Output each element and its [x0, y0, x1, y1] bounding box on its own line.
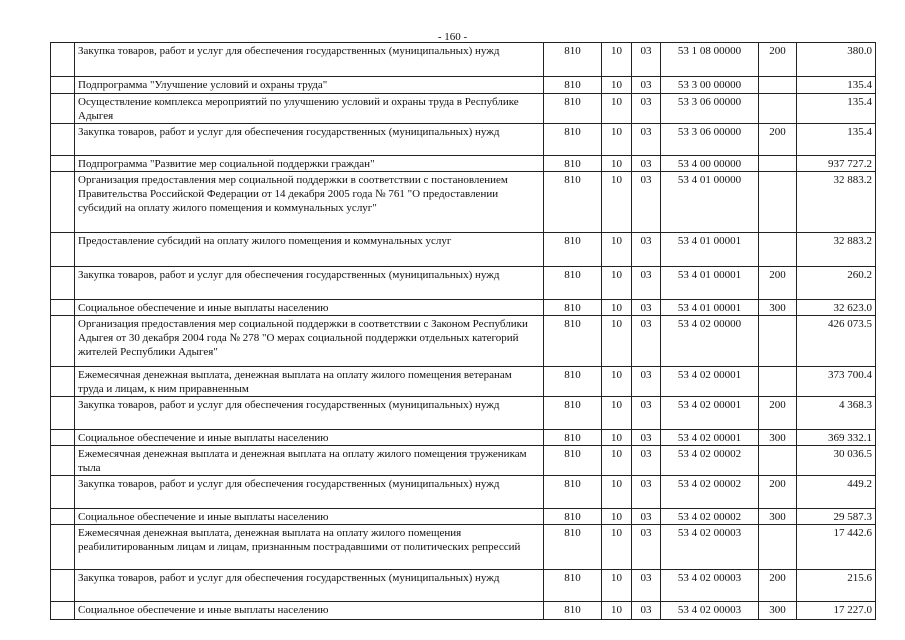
target-article-cell: 53 4 02 00003	[661, 570, 759, 602]
amount-cell: 937 727.2	[797, 156, 876, 172]
expense-type-cell: 200	[759, 267, 797, 300]
subsection-code-cell: 03	[632, 397, 661, 430]
page-number: - 160 -	[437, 31, 468, 43]
amount-cell: 215.6	[797, 570, 876, 602]
item-name-cell: Социальное обеспечение и иные выплаты населению	[75, 602, 544, 620]
row-blank-cell	[51, 602, 75, 620]
ministry-code-cell: 810	[544, 509, 602, 525]
table-row	[51, 267, 876, 300]
subsection-code-cell: 03	[632, 267, 661, 300]
amount-cell: 426 073.5	[797, 316, 876, 367]
expense-type-cell: 200	[759, 570, 797, 602]
target-article-cell: 53 4 02 00003	[661, 602, 759, 620]
table-row	[51, 233, 876, 267]
ministry-code-cell: 810	[544, 316, 602, 367]
target-article-cell: 53 4 00 00000	[661, 156, 759, 172]
table-row	[51, 156, 876, 172]
section-code-cell: 10	[602, 94, 632, 124]
subsection-code-cell: 03	[632, 476, 661, 509]
section-code-cell: 10	[602, 430, 632, 446]
section-code-cell: 10	[602, 367, 632, 397]
amount-cell: 369 332.1	[797, 430, 876, 446]
expense-type-cell	[759, 446, 797, 476]
target-article-cell: 53 4 01 00000	[661, 172, 759, 233]
amount-cell: 135.4	[797, 124, 876, 156]
expense-type-cell: 200	[759, 43, 797, 77]
item-name-cell: Закупка товаров, работ и услуг для обеспечения государственных (муниципальных) нужд	[75, 397, 544, 430]
target-article-cell: 53 4 02 00003	[661, 525, 759, 570]
budget-table	[50, 42, 876, 620]
amount-cell: 32 883.2	[797, 233, 876, 267]
ministry-code-cell: 810	[544, 156, 602, 172]
section-code-cell: 10	[602, 509, 632, 525]
section-code-cell: 10	[602, 316, 632, 367]
subsection-code-cell: 03	[632, 77, 661, 94]
target-article-cell: 53 3 06 00000	[661, 124, 759, 156]
row-blank-cell	[51, 124, 75, 156]
section-code-cell: 10	[602, 446, 632, 476]
section-code-cell: 10	[602, 267, 632, 300]
ministry-code-cell: 810	[544, 446, 602, 476]
table-row	[51, 124, 876, 156]
subsection-code-cell: 03	[632, 300, 661, 316]
row-blank-cell	[51, 43, 75, 77]
subsection-code-cell: 03	[632, 124, 661, 156]
subsection-code-cell: 03	[632, 316, 661, 367]
amount-cell: 260.2	[797, 267, 876, 300]
target-article-cell: 53 4 02 00002	[661, 476, 759, 509]
row-blank-cell	[51, 367, 75, 397]
section-code-cell: 10	[602, 602, 632, 620]
ministry-code-cell: 810	[544, 367, 602, 397]
amount-cell: 17 442.6	[797, 525, 876, 570]
section-code-cell: 10	[602, 77, 632, 94]
item-name-cell: Подпрограмма "Улучшение условий и охраны труда"	[75, 77, 544, 94]
section-code-cell: 10	[602, 43, 632, 77]
item-name-cell: Осуществление комплекса мероприятий по улучшению условий и охраны труда в Республике Адыгея	[75, 94, 544, 124]
amount-cell: 449.2	[797, 476, 876, 509]
expense-type-cell: 200	[759, 397, 797, 430]
amount-cell: 32 623.0	[797, 300, 876, 316]
row-blank-cell	[51, 156, 75, 172]
amount-cell: 32 883.2	[797, 172, 876, 233]
target-article-cell: 53 4 02 00002	[661, 509, 759, 525]
table-row	[51, 316, 876, 367]
target-article-cell: 53 4 02 00002	[661, 446, 759, 476]
row-blank-cell	[51, 397, 75, 430]
target-article-cell: 53 4 02 00001	[661, 430, 759, 446]
subsection-code-cell: 03	[632, 570, 661, 602]
ministry-code-cell: 810	[544, 94, 602, 124]
subsection-code-cell: 03	[632, 509, 661, 525]
item-name-cell: Ежемесячная денежная выплата и денежная выплата на оплату жилого помещения труженикам тыла	[75, 446, 544, 476]
ministry-code-cell: 810	[544, 172, 602, 233]
ministry-code-cell: 810	[544, 267, 602, 300]
row-blank-cell	[51, 509, 75, 525]
item-name-cell: Закупка товаров, работ и услуг для обеспечения государственных (муниципальных) нужд	[75, 476, 544, 509]
row-blank-cell	[51, 77, 75, 94]
item-name-cell: Ежемесячная денежная выплата, денежная выплата на оплату жилого помещения реабилитированным лицам и лицам, признанным пострадавшими от политических репрессий	[75, 525, 544, 570]
row-blank-cell	[51, 316, 75, 367]
section-code-cell: 10	[602, 476, 632, 509]
row-blank-cell	[51, 300, 75, 316]
table-row	[51, 430, 876, 446]
item-name-cell: Подпрограмма "Развитие мер социальной поддержки граждан"	[75, 156, 544, 172]
table-row	[51, 525, 876, 570]
subsection-code-cell: 03	[632, 367, 661, 397]
ministry-code-cell: 810	[544, 602, 602, 620]
ministry-code-cell: 810	[544, 233, 602, 267]
amount-cell: 17 227.0	[797, 602, 876, 620]
ministry-code-cell: 810	[544, 77, 602, 94]
section-code-cell: 10	[602, 124, 632, 156]
subsection-code-cell: 03	[632, 233, 661, 267]
row-blank-cell	[51, 525, 75, 570]
expense-type-cell	[759, 94, 797, 124]
amount-cell: 135.4	[797, 77, 876, 94]
item-name-cell: Организация предоставления мер социальной поддержки в соответствии с постановлением Правительства Российской Федерации от 14 декабря 2005 года № 761 "О предоставлении субсидий на оплату жилого помещения и коммунальных услуг"	[75, 172, 544, 233]
item-name-cell: Предоставление субсидий на оплату жилого помещения и коммунальных услуг	[75, 233, 544, 267]
table-row	[51, 77, 876, 94]
target-article-cell: 53 3 00 00000	[661, 77, 759, 94]
target-article-cell: 53 1 08 00000	[661, 43, 759, 77]
row-blank-cell	[51, 446, 75, 476]
expense-type-cell: 200	[759, 124, 797, 156]
ministry-code-cell: 810	[544, 430, 602, 446]
expense-type-cell	[759, 316, 797, 367]
item-name-cell: Социальное обеспечение и иные выплаты населению	[75, 300, 544, 316]
ministry-code-cell: 810	[544, 124, 602, 156]
target-article-cell: 53 4 01 00001	[661, 267, 759, 300]
section-code-cell: 10	[602, 172, 632, 233]
table-row	[51, 397, 876, 430]
item-name-cell: Закупка товаров, работ и услуг для обеспечения государственных (муниципальных) нужд	[75, 43, 544, 77]
subsection-code-cell: 03	[632, 94, 661, 124]
section-code-cell: 10	[602, 397, 632, 430]
subsection-code-cell: 03	[632, 43, 661, 77]
amount-cell: 135.4	[797, 94, 876, 124]
subsection-code-cell: 03	[632, 430, 661, 446]
ministry-code-cell: 810	[544, 43, 602, 77]
expense-type-cell	[759, 156, 797, 172]
expense-type-cell	[759, 367, 797, 397]
row-blank-cell	[51, 94, 75, 124]
target-article-cell: 53 4 02 00001	[661, 367, 759, 397]
target-article-cell: 53 4 01 00001	[661, 233, 759, 267]
table-row	[51, 570, 876, 602]
row-blank-cell	[51, 172, 75, 233]
row-blank-cell	[51, 476, 75, 509]
subsection-code-cell: 03	[632, 602, 661, 620]
target-article-cell: 53 4 02 00001	[661, 397, 759, 430]
table-row	[51, 94, 876, 124]
subsection-code-cell: 03	[632, 525, 661, 570]
expense-type-cell	[759, 172, 797, 233]
row-blank-cell	[51, 233, 75, 267]
table-row	[51, 446, 876, 476]
ministry-code-cell: 810	[544, 525, 602, 570]
section-code-cell: 10	[602, 525, 632, 570]
amount-cell: 30 036.5	[797, 446, 876, 476]
table-row	[51, 43, 876, 77]
table-row	[51, 172, 876, 233]
row-blank-cell	[51, 570, 75, 602]
budget-table-body	[51, 43, 876, 620]
row-blank-cell	[51, 430, 75, 446]
subsection-code-cell: 03	[632, 446, 661, 476]
expense-type-cell	[759, 525, 797, 570]
amount-cell: 4 368.3	[797, 397, 876, 430]
expense-type-cell: 300	[759, 300, 797, 316]
table-row	[51, 367, 876, 397]
table-row	[51, 476, 876, 509]
subsection-code-cell: 03	[632, 172, 661, 233]
table-row	[51, 602, 876, 620]
expense-type-cell	[759, 233, 797, 267]
target-article-cell: 53 4 01 00001	[661, 300, 759, 316]
item-name-cell: Закупка товаров, работ и услуг для обеспечения государственных (муниципальных) нужд	[75, 267, 544, 300]
ministry-code-cell: 810	[544, 476, 602, 509]
amount-cell: 29 587.3	[797, 509, 876, 525]
expense-type-cell: 300	[759, 509, 797, 525]
amount-cell: 380.0	[797, 43, 876, 77]
item-name-cell: Организация предоставления мер социальной поддержки в соответствии с Законом Республики Адыгея от 30 декабря 2004 года № 278 "О мерах социальной поддержки отдельных категорий жителей Республики Адыгея"	[75, 316, 544, 367]
section-code-cell: 10	[602, 300, 632, 316]
item-name-cell: Закупка товаров, работ и услуг для обеспечения государственных (муниципальных) нужд	[75, 570, 544, 602]
expense-type-cell	[759, 77, 797, 94]
section-code-cell: 10	[602, 570, 632, 602]
item-name-cell: Закупка товаров, работ и услуг для обеспечения государственных (муниципальных) нужд	[75, 124, 544, 156]
expense-type-cell: 200	[759, 476, 797, 509]
expense-type-cell: 300	[759, 602, 797, 620]
item-name-cell: Ежемесячная денежная выплата, денежная выплата на оплату жилого помещения ветеранам труда и лицам, к ним приравненным	[75, 367, 544, 397]
target-article-cell: 53 4 02 00000	[661, 316, 759, 367]
amount-cell: 373 700.4	[797, 367, 876, 397]
target-article-cell: 53 3 06 00000	[661, 94, 759, 124]
table-row	[51, 300, 876, 316]
ministry-code-cell: 810	[544, 570, 602, 602]
expense-type-cell: 300	[759, 430, 797, 446]
ministry-code-cell: 810	[544, 397, 602, 430]
ministry-code-cell: 810	[544, 300, 602, 316]
table-row	[51, 509, 876, 525]
section-code-cell: 10	[602, 156, 632, 172]
item-name-cell: Социальное обеспечение и иные выплаты населению	[75, 509, 544, 525]
item-name-cell: Социальное обеспечение и иные выплаты населению	[75, 430, 544, 446]
row-blank-cell	[51, 267, 75, 300]
section-code-cell: 10	[602, 233, 632, 267]
subsection-code-cell: 03	[632, 156, 661, 172]
